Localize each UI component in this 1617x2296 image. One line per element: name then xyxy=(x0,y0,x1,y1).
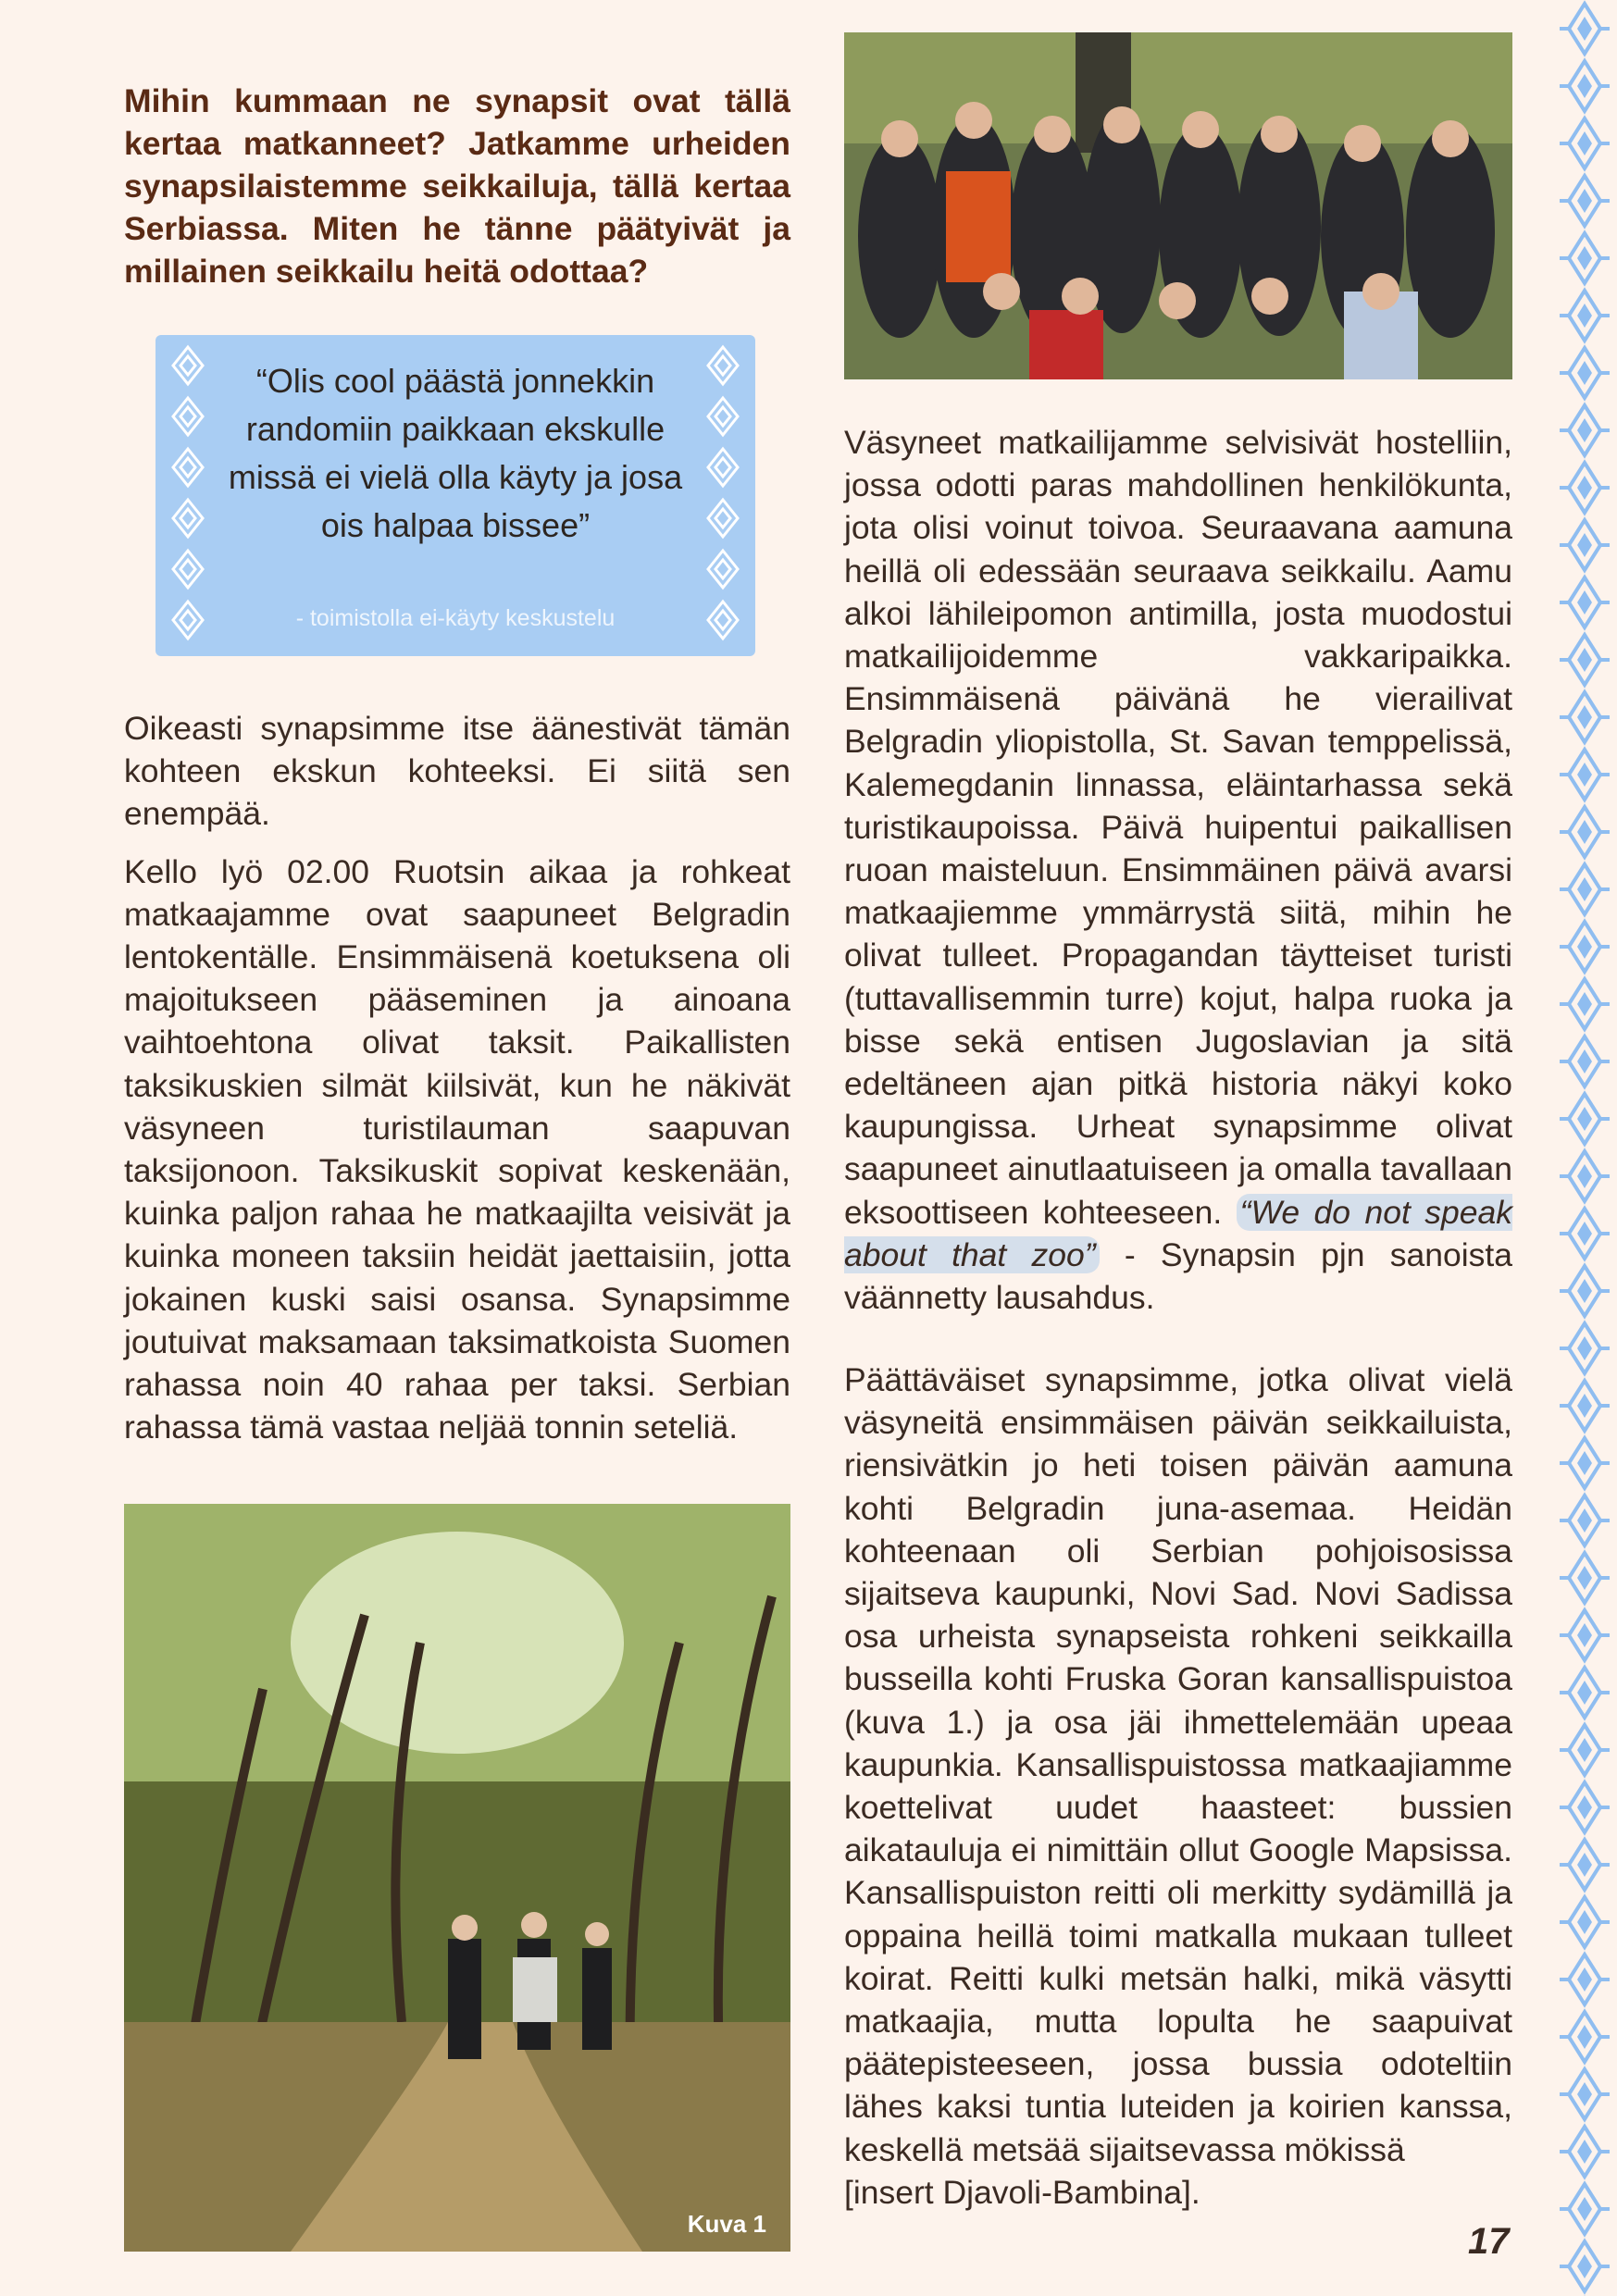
paragraph: Oikeasti synapsimme itse äänestivät tämän kohteen ekskun kohteeksi. Ei siitä sen enempää. xyxy=(124,710,790,833)
left-column-text xyxy=(124,707,790,1463)
paragraph-last-line: [insert Djavoli-Bambina]. xyxy=(844,2173,1200,2211)
pull-quote-box xyxy=(155,335,755,656)
highlighted-quote: “We do not speak about that zoo” xyxy=(844,1193,1512,1273)
folk-pattern-border-icon xyxy=(1552,0,1617,2296)
paragraph xyxy=(844,1359,1512,2171)
paragraph-text: Väsyneet matkailijamme selvisivät hostelliin, jossa odotti paras mahdollinen henkilökunta, jota olisi voinut toivoa. Seuraavana aamuna heillä oli edessään seuraava seikkailu. Aamu alkoi lähileipomon antimilla, josta muodostui matkailijoidemme vakkaripaikka. Ensimmäisenä päivänä he vierailivat Belgradin yliopistolla, St. Savan temppelissä, Kalemegdanin linnassa, eläintarhassa sekä turistikaupoissa. Päivä huipentui paikallisen ruoan maisteluun. Ensimmäinen päivä avarsi matkaajiemme ymmärrystä siitä, mihin he olivat tulleet. Propagandan täytteiset turisti (tuttavallisemmin turre) kojut, halpa ruoka ja bisse sekä entisen Jugoslavian ja sitä edeltäneen ajan pitkä historia näkyi koko kaupungissa. Urheat synapsimme olivat saapuneet ainutlaatuiseen ja omalla tavallaan eksoottiseen kohteeseen. xyxy=(844,424,1512,1231)
forest-photo xyxy=(124,1504,790,2252)
page-number: 17 xyxy=(1468,2221,1510,2262)
photo-caption: Kuva 1 xyxy=(687,2210,766,2238)
article-intro: Mihin kummaan ne synapsit ovat tällä kertaa matkanneet? Jatkamme urheiden synapsilaistemme seikkailuja, tällä kertaa Serbiassa. Miten he tänne päätyivät ja millainen seikkailu heitä odottaa? xyxy=(124,82,790,290)
paragraph-text: - Synapsin pjn sanoista väännetty lausahdus. xyxy=(844,1235,1512,1317)
folk-pattern-border-icon xyxy=(161,342,215,648)
group-photo xyxy=(844,32,1512,379)
paragraph xyxy=(844,421,1512,1319)
paragraph-text: Päättäväiset synapsimme, jotka olivat vielä väsyneitä ensimmäisen päivän seikkailuista, riensivätkin jo heti toisen päivän aamuna kohti Belgradin juna-asemaa. Heidän kohteenaan oli Serbian pohjoisosissa sijaitseva kaupunki, Novi Sad. Novi Sadissa osa urheista synapseista rohkeni seikkailla busseilla kohti Fruska Goran kansallispuistoa (kuva 1.) ja osa jäi ihmettelemään upeaa kaupunkia. Kansallispuistossa matkaajiamme koettelivat uudet haasteet: bussien aikatauluja ei nimittäin ollut Google Mapsissa. Kansallispuiston reitti oli merkitty sydämillä ja oppaina heillä toimi matkalla mukaan tulleet koirat. Reitti kulki metsän halki, mikä väsytti matkaajia, mutta lopulta he saapuivat päätepisteeseen, jossa bussia odoteltiin lähes kaksi tuntia luteiden ja koirien kanssa, keskellä metsää sijaitsevassa mökissä xyxy=(844,1361,1512,2168)
right-column-text-2 xyxy=(844,1359,1512,2214)
pull-quote-text: “Olis cool päästä jonnekkin randomiin paikkaan ekskulle missä ei vielä olla käyty ja josa ois halpaa bissee” xyxy=(228,362,683,544)
folk-pattern-border-icon xyxy=(696,342,750,648)
pull-quote-source: - toimistolla ei-käyty keskustelu xyxy=(295,605,616,631)
right-column-text xyxy=(844,421,1512,1334)
paragraph: Kello lyö 02.00 Ruotsin aikaa ja rohkeat matkaajamme ovat saapuneet Belgradin lentokentälle. Ensimmäisenä koetuksena oli majoitukseen pääseminen ja ainoana vaihtoehtona olivat taksit. Paikallisten taksikuskien silmät kiilsivät, kun he näkivät väsyneen turistilauman saapuvan taksijonoon. Taksikuskit sopivat keskenään, kuinka paljon rahaa he matkaajilta veisivät ja kuinka moneen taksiin heidät jaettaisiin, jotta jokainen kuski saisi osansa. Synapsimme joutuivat maksamaan taksimatkoista Suomen rahassa noin 40 rahaa per taksi. Serbian rahassa tämä vastaa neljää tonnin seteliä. xyxy=(124,852,790,1446)
